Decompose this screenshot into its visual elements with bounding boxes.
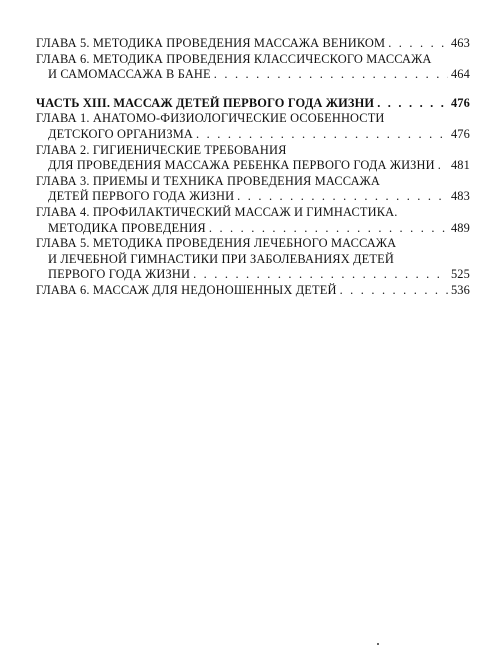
toc-entry: [36, 174, 470, 205]
toc-entry: [36, 205, 470, 236]
toc-entry: [36, 283, 470, 299]
dot-leader: [340, 283, 448, 299]
toc-page-number: 536: [450, 282, 470, 297]
toc-page-number: 481: [450, 158, 470, 173]
toc-page-number: 483: [450, 189, 470, 204]
toc-entry: [36, 111, 470, 142]
toc-entry-title-continuation: ДЕТСКОГО ОРГАНИЗМА: [48, 126, 194, 141]
dot-leader: [438, 158, 448, 174]
toc-entry-title: ГЛАВА 2. ГИГИЕНИЧЕСКИЕ ТРЕБОВАНИЯ: [36, 142, 287, 157]
toc-part-title: ЧАСТЬ XIII. МАССАЖ ДЕТЕЙ ПЕРВОГО ГОДА ЖИЗНИ: [36, 95, 375, 110]
toc-entry: [36, 52, 470, 83]
toc-entry-title-continuation: ДЛЯ ПРОВЕДЕНИЯ МАССАЖА РЕБЕНКА ПЕРВОГО ГОДА ЖИЗНИ: [48, 158, 435, 173]
toc-entry-title-continuation: ДЕТЕЙ ПЕРВОГО ГОДА ЖИЗНИ: [48, 189, 235, 204]
toc-entry: [36, 36, 470, 52]
dot-leader: [388, 36, 448, 52]
toc-entry-title: ГЛАВА 5. МЕТОДИКА ПРОВЕДЕНИЯ ЛЕЧЕБНОГО МАССАЖА: [36, 236, 397, 251]
toc-entry-title: ГЛАВА 4. ПРОФИЛАКТИЧЕСКИЙ МАССАЖ И ГИМНАСТИКА.: [36, 204, 398, 219]
dot-leader: [209, 221, 448, 237]
dot-leader: [214, 67, 448, 83]
toc-entry-title: ГЛАВА 3. ПРИЕМЫ И ТЕХНИКА ПРОВЕДЕНИЯ МАССАЖА: [36, 173, 381, 188]
toc-page-number: 489: [450, 220, 470, 235]
toc-page-number: 476: [450, 126, 470, 141]
dot-leader: [196, 127, 448, 143]
scan-speck: [377, 643, 379, 645]
toc-entry-title: ГЛАВА 1. АНАТОМО-ФИЗИОЛОГИЧЕСКИЕ ОСОБЕННОСТИ: [36, 111, 385, 126]
dot-leader: [377, 96, 448, 112]
toc-part-heading: [36, 96, 470, 112]
toc-page-number: 464: [450, 67, 470, 82]
toc-page-number: 463: [450, 36, 470, 50]
toc-page-number: 476: [450, 95, 470, 110]
toc-entry-title-continuation: И ЛЕЧЕБНОЙ ГИМНАСТИКИ ПРИ ЗАБОЛЕВАНИЯХ ДЕТЕЙ: [48, 251, 394, 266]
table-of-contents: [36, 36, 470, 299]
toc-entry-title: ГЛАВА 5. МЕТОДИКА ПРОВЕДЕНИЯ МАССАЖА ВЕНИКОМ: [36, 36, 386, 50]
toc-entry-title-continuation: МЕТОДИКА ПРОВЕДЕНИЯ: [48, 220, 206, 235]
toc-entry-title: ГЛАВА 6. МАССАЖ ДЛЯ НЕДОНОШЕННЫХ ДЕТЕЙ: [36, 282, 337, 297]
toc-page-number: 525: [450, 267, 470, 282]
toc-entry-title-continuation: И САМОМАССАЖА В БАНЕ: [48, 67, 211, 82]
dot-leader: [193, 267, 448, 283]
toc-entry: [36, 143, 470, 174]
dot-leader: [237, 189, 448, 205]
toc-entry-title-continuation: ПЕРВОГО ГОДА ЖИЗНИ: [48, 267, 191, 282]
toc-entry-title: ГЛАВА 6. МЕТОДИКА ПРОВЕДЕНИЯ КЛАССИЧЕСКОГО МАССАЖА: [36, 51, 432, 66]
toc-entry: [36, 236, 470, 283]
